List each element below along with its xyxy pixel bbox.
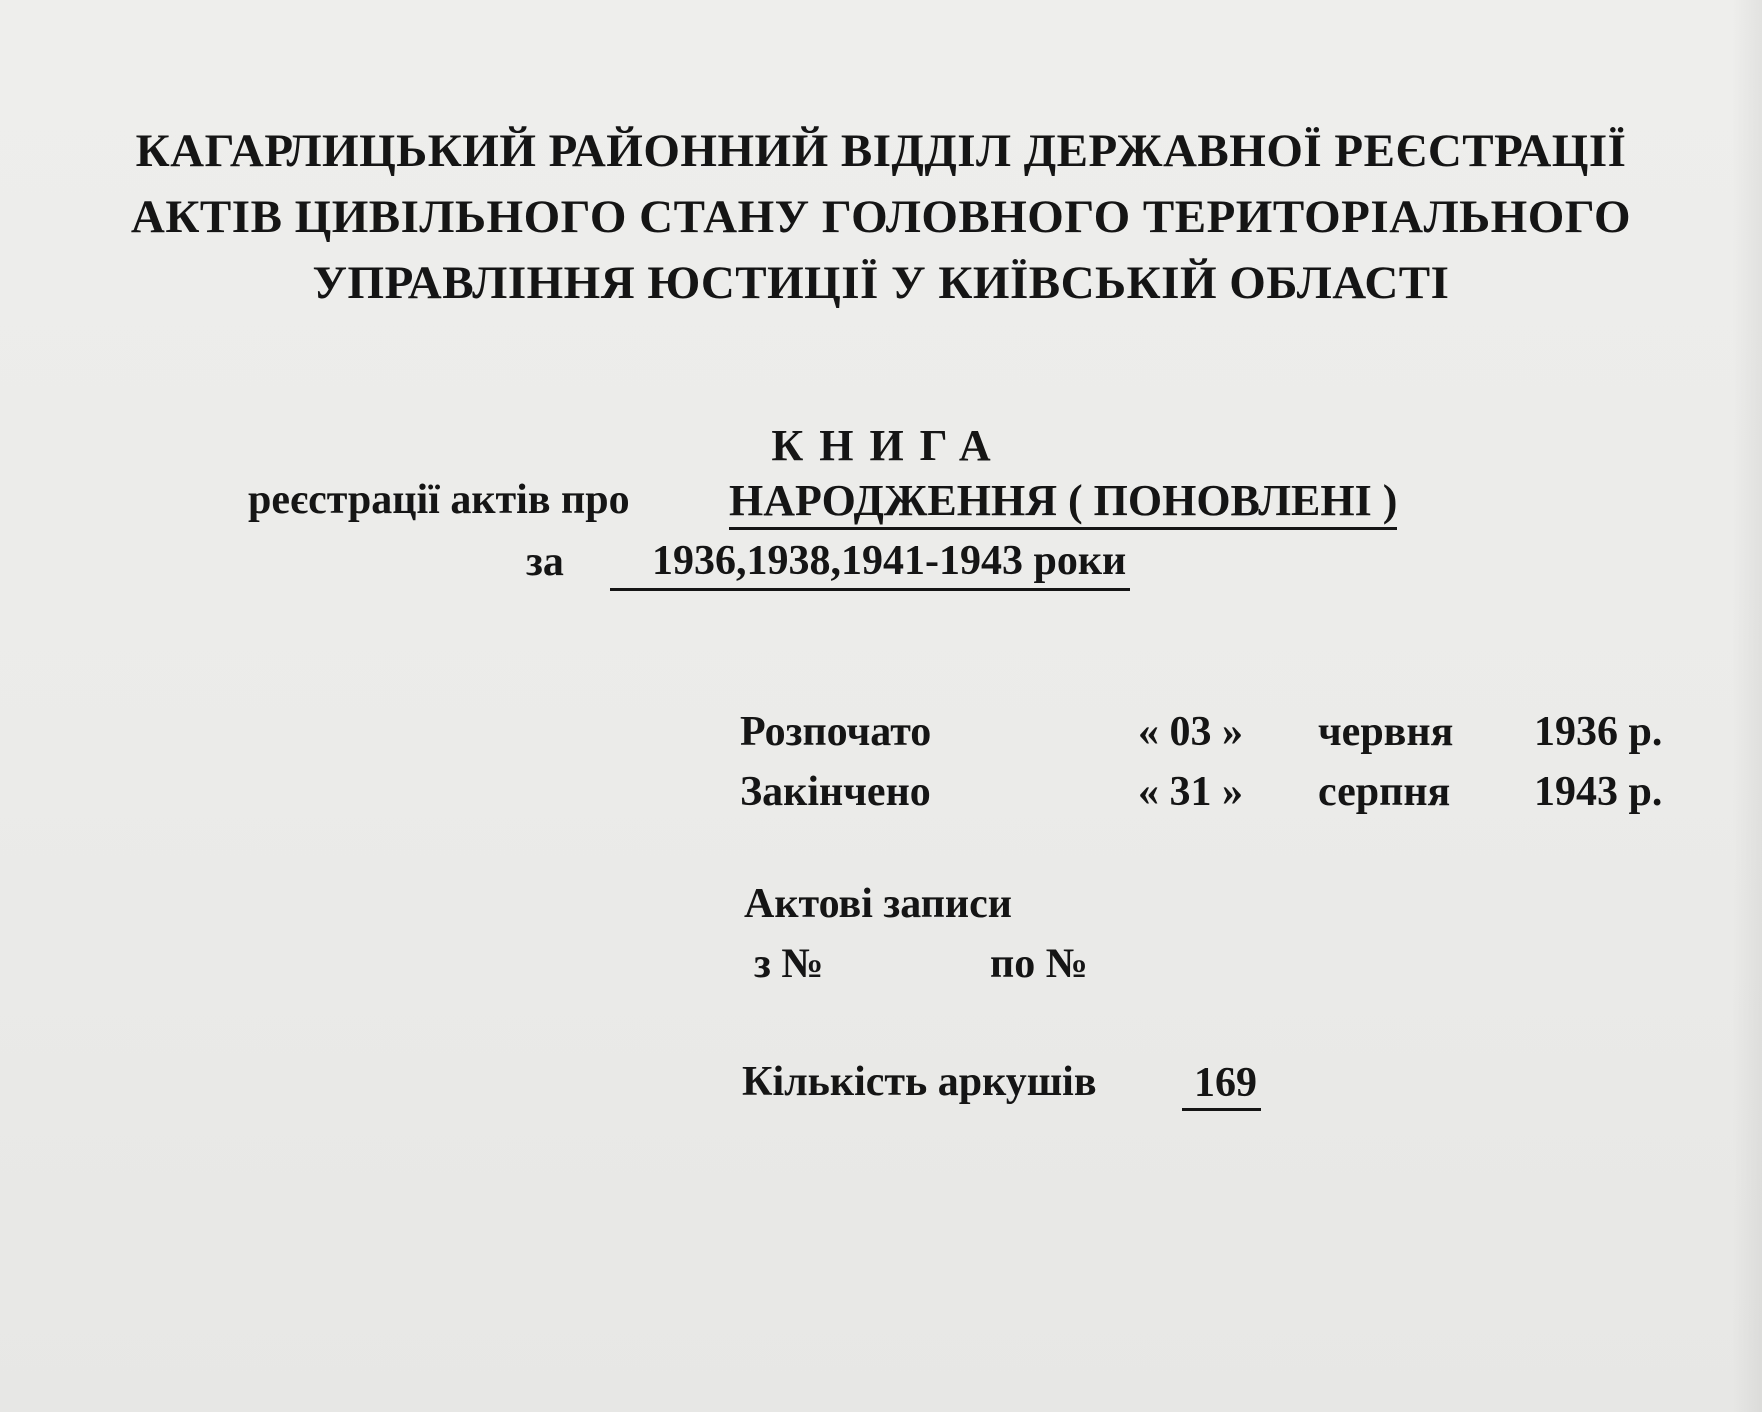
- subtitle-value: НАРОДЖЕННЯ ( ПОНОВЛЕНІ ): [729, 476, 1397, 530]
- finished-label: Закінчено: [740, 769, 931, 815]
- sheets-value: 169: [1182, 1058, 1261, 1111]
- started-label: Розпочато: [740, 709, 932, 755]
- years-prefix: за: [526, 539, 564, 585]
- finished-month: серпня: [1318, 769, 1451, 815]
- years-value: 1936,1938,1941-1943 роки: [610, 536, 1130, 591]
- sheets-label: Кількість аркушів: [742, 1059, 1097, 1105]
- finished-row: [740, 768, 1690, 824]
- header-line-2: АКТІВ ЦИВІЛЬНОГО СТАНУ ГОЛОВНОГО ТЕРИТОРІАЛЬНОГО: [130, 191, 1632, 243]
- started-row: [740, 708, 1690, 764]
- records-to-label: по №: [990, 941, 1088, 987]
- subtitle-prefix: реєстрації актів про: [248, 477, 630, 523]
- document-header: [0, 118, 1762, 316]
- records-label: Актові записи: [744, 881, 1012, 927]
- records-from-label: з №: [754, 941, 824, 987]
- finished-day: « 31 »: [1138, 769, 1243, 815]
- started-year: 1936 р.: [1534, 709, 1663, 755]
- started-day: « 03 »: [1138, 709, 1243, 755]
- header-line-3: УПРАВЛІННЯ ЮСТИЦІЇ У КИЇВСЬКІЙ ОБЛАСТІ: [312, 257, 1450, 309]
- started-month: червня: [1318, 709, 1454, 755]
- header-line-1: КАГАРЛИЦЬКИЙ РАЙОННИЙ ВІДДІЛ ДЕРЖАВНОЇ РЕЄСТРАЦІЇ: [135, 125, 1627, 177]
- finished-year: 1943 р.: [1534, 769, 1663, 815]
- book-title-block: [0, 418, 1762, 476]
- book-title: КНИГА: [771, 421, 1007, 470]
